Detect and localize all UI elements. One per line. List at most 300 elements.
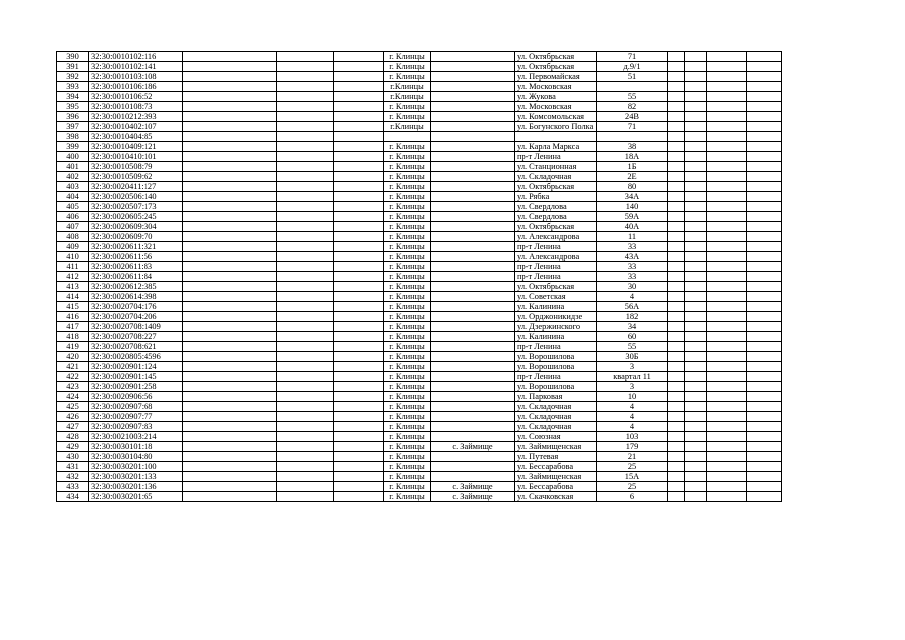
table-row — [57, 122, 782, 132]
empty-cell — [707, 492, 747, 502]
empty-cell — [668, 102, 685, 112]
row-number-cell: 391 — [57, 62, 89, 72]
cadastral-number-cell: 32:30:0010102:141 — [89, 62, 183, 72]
empty-cell — [183, 362, 277, 372]
empty-cell — [334, 122, 384, 132]
street-cell: ул. Калинина — [515, 332, 597, 342]
house-number-cell: 3 — [597, 362, 668, 372]
row-number-cell: 414 — [57, 292, 89, 302]
empty-cell — [668, 92, 685, 102]
house-number-cell: 4 — [597, 412, 668, 422]
empty-cell — [707, 132, 747, 142]
empty-cell — [747, 292, 782, 302]
empty-cell — [747, 432, 782, 442]
empty-cell — [334, 172, 384, 182]
empty-cell — [277, 442, 334, 452]
cadastral-number-cell: 32:30:0030104:80 — [89, 452, 183, 462]
empty-cell — [707, 142, 747, 152]
empty-cell — [668, 452, 685, 462]
empty-cell — [277, 52, 334, 62]
empty-cell — [334, 392, 384, 402]
cadastral-number-cell: 32:30:0020708:227 — [89, 332, 183, 342]
street-cell: ул. Союзная — [515, 432, 597, 442]
empty-cell — [334, 52, 384, 62]
house-number-cell: 179 — [597, 442, 668, 452]
row-number-cell: 418 — [57, 332, 89, 342]
empty-cell — [334, 202, 384, 212]
cadastral-number-cell: 32:30:0020901:258 — [89, 382, 183, 392]
empty-cell — [747, 472, 782, 482]
empty-cell — [707, 212, 747, 222]
empty-cell — [183, 442, 277, 452]
row-number-cell: 416 — [57, 312, 89, 322]
city-cell: г.Клинцы — [384, 92, 431, 102]
village-cell — [431, 452, 515, 462]
street-cell: пр-т Ленина — [515, 372, 597, 382]
row-number-cell: 395 — [57, 102, 89, 112]
empty-cell — [277, 252, 334, 262]
empty-cell — [334, 492, 384, 502]
empty-cell — [747, 492, 782, 502]
table-row — [57, 202, 782, 212]
empty-cell — [707, 252, 747, 262]
empty-cell — [334, 72, 384, 82]
house-number-cell: 80 — [597, 182, 668, 192]
empty-cell — [707, 322, 747, 332]
empty-cell — [334, 212, 384, 222]
house-number-cell: 3 — [597, 382, 668, 392]
empty-cell — [668, 372, 685, 382]
empty-cell — [707, 272, 747, 282]
empty-cell — [707, 172, 747, 182]
empty-cell — [183, 252, 277, 262]
empty-cell — [183, 152, 277, 162]
empty-cell — [183, 422, 277, 432]
table-row — [57, 492, 782, 502]
city-cell: г. Клинцы — [384, 442, 431, 452]
village-cell — [431, 322, 515, 332]
village-cell — [431, 222, 515, 232]
table-row — [57, 312, 782, 322]
empty-cell — [183, 402, 277, 412]
empty-cell — [183, 352, 277, 362]
city-cell: г. Клинцы — [384, 402, 431, 412]
village-cell — [431, 62, 515, 72]
street-cell: ул. Свердлова — [515, 202, 597, 212]
cadastral-number-cell: 32:30:0010103:108 — [89, 72, 183, 82]
village-cell — [431, 82, 515, 92]
empty-cell — [668, 312, 685, 322]
empty-cell — [334, 252, 384, 262]
empty-cell — [707, 262, 747, 272]
empty-cell — [668, 462, 685, 472]
empty-cell — [277, 392, 334, 402]
house-number-cell: 140 — [597, 202, 668, 212]
empty-cell — [707, 452, 747, 462]
village-cell — [431, 382, 515, 392]
empty-cell — [277, 372, 334, 382]
empty-cell — [334, 472, 384, 482]
village-cell — [431, 372, 515, 382]
cadastral-number-cell: 32:30:0020805:4596 — [89, 352, 183, 362]
street-cell: ул. Первомайская — [515, 72, 597, 82]
row-number-cell: 412 — [57, 272, 89, 282]
house-number-cell — [597, 132, 668, 142]
empty-cell — [747, 112, 782, 122]
empty-cell — [707, 202, 747, 212]
empty-cell — [747, 362, 782, 372]
table-row — [57, 102, 782, 112]
empty-cell — [183, 472, 277, 482]
street-cell: ул. Складочная — [515, 422, 597, 432]
village-cell — [431, 92, 515, 102]
empty-cell — [277, 232, 334, 242]
empty-cell — [747, 342, 782, 352]
cadastral-number-cell: 32:30:0020614:398 — [89, 292, 183, 302]
village-cell — [431, 152, 515, 162]
empty-cell — [747, 152, 782, 162]
city-cell: г. Клинцы — [384, 252, 431, 262]
empty-cell — [277, 112, 334, 122]
cadastral-number-cell: 32:30:0020609:70 — [89, 232, 183, 242]
village-cell — [431, 182, 515, 192]
empty-cell — [685, 92, 707, 102]
empty-cell — [747, 482, 782, 492]
empty-cell — [685, 162, 707, 172]
empty-cell — [183, 132, 277, 142]
cadastral-number-cell: 32:30:0030201:65 — [89, 492, 183, 502]
row-number-cell: 390 — [57, 52, 89, 62]
city-cell: г. Клинцы — [384, 112, 431, 122]
empty-cell — [685, 182, 707, 192]
row-number-cell: 407 — [57, 222, 89, 232]
empty-cell — [707, 362, 747, 372]
empty-cell — [668, 322, 685, 332]
city-cell: г. Клинцы — [384, 412, 431, 422]
empty-cell — [707, 62, 747, 72]
empty-cell — [747, 82, 782, 92]
table-row — [57, 452, 782, 462]
row-number-cell: 417 — [57, 322, 89, 332]
empty-cell — [685, 262, 707, 272]
city-cell: г.Клинцы — [384, 82, 431, 92]
empty-cell — [707, 352, 747, 362]
village-cell — [431, 272, 515, 282]
empty-cell — [707, 312, 747, 322]
table-row — [57, 462, 782, 472]
house-number-cell: 4 — [597, 422, 668, 432]
empty-cell — [747, 382, 782, 392]
empty-cell — [707, 152, 747, 162]
table-row — [57, 392, 782, 402]
empty-cell — [747, 442, 782, 452]
city-cell: г. Клинцы — [384, 292, 431, 302]
village-cell — [431, 362, 515, 372]
cadastral-number-cell: 32:30:0010102:116 — [89, 52, 183, 62]
empty-cell — [183, 62, 277, 72]
street-cell: пр-т Ленина — [515, 152, 597, 162]
cadastral-number-cell: 32:30:0010509:62 — [89, 172, 183, 182]
table-row — [57, 372, 782, 382]
village-cell — [431, 112, 515, 122]
house-number-cell: 38 — [597, 142, 668, 152]
empty-cell — [183, 452, 277, 462]
village-cell — [431, 242, 515, 252]
empty-cell — [277, 302, 334, 312]
empty-cell — [334, 242, 384, 252]
empty-cell — [668, 242, 685, 252]
empty-cell — [668, 382, 685, 392]
row-number-cell: 429 — [57, 442, 89, 452]
empty-cell — [277, 322, 334, 332]
house-number-cell: 59А — [597, 212, 668, 222]
village-cell — [431, 212, 515, 222]
empty-cell — [183, 92, 277, 102]
empty-cell — [668, 262, 685, 272]
empty-cell — [183, 172, 277, 182]
empty-cell — [334, 442, 384, 452]
village-cell — [431, 282, 515, 292]
empty-cell — [685, 222, 707, 232]
city-cell: г. Клинцы — [384, 62, 431, 72]
row-number-cell: 426 — [57, 412, 89, 422]
house-number-cell: 4 — [597, 292, 668, 302]
village-cell — [431, 432, 515, 442]
city-cell: г. Клинцы — [384, 312, 431, 322]
empty-cell — [685, 192, 707, 202]
village-cell — [431, 352, 515, 362]
row-number-cell: 399 — [57, 142, 89, 152]
street-cell: ул. Октябрьская — [515, 222, 597, 232]
empty-cell — [334, 62, 384, 72]
street-cell: пр-т Ленина — [515, 262, 597, 272]
empty-cell — [277, 352, 334, 362]
empty-cell — [277, 162, 334, 172]
cadastral-number-cell: 32:30:0020611:56 — [89, 252, 183, 262]
empty-cell — [707, 332, 747, 342]
street-cell: ул. Советская — [515, 292, 597, 302]
village-cell — [431, 252, 515, 262]
row-number-cell: 396 — [57, 112, 89, 122]
village-cell — [431, 52, 515, 62]
empty-cell — [183, 52, 277, 62]
empty-cell — [685, 362, 707, 372]
empty-cell — [668, 62, 685, 72]
row-number-cell: 427 — [57, 422, 89, 432]
table-row — [57, 222, 782, 232]
cadastral-number-cell: 32:30:0020704:206 — [89, 312, 183, 322]
empty-cell — [747, 302, 782, 312]
table-row — [57, 472, 782, 482]
cadastral-number-cell: 32:30:0020411:127 — [89, 182, 183, 192]
cadastral-number-cell: 32:30:0020611:321 — [89, 242, 183, 252]
empty-cell — [685, 472, 707, 482]
house-number-cell: 25 — [597, 482, 668, 492]
empty-cell — [277, 222, 334, 232]
city-cell: г. Клинцы — [384, 72, 431, 82]
empty-cell — [277, 292, 334, 302]
street-cell: ул. Рябка — [515, 192, 597, 202]
village-cell — [431, 122, 515, 132]
row-number-cell: 423 — [57, 382, 89, 392]
village-cell — [431, 142, 515, 152]
empty-cell — [277, 332, 334, 342]
empty-cell — [334, 262, 384, 272]
house-number-cell: д.9/1 — [597, 62, 668, 72]
city-cell: г. Клинцы — [384, 302, 431, 312]
empty-cell — [685, 312, 707, 322]
street-cell: ул. Московская — [515, 82, 597, 92]
empty-cell — [747, 132, 782, 142]
empty-cell — [747, 242, 782, 252]
empty-cell — [334, 142, 384, 152]
empty-cell — [668, 122, 685, 132]
empty-cell — [277, 192, 334, 202]
empty-cell — [668, 442, 685, 452]
empty-cell — [685, 392, 707, 402]
house-number-cell: 10 — [597, 392, 668, 402]
empty-cell — [685, 212, 707, 222]
empty-cell — [747, 322, 782, 332]
empty-cell — [707, 222, 747, 232]
row-number-cell: 400 — [57, 152, 89, 162]
empty-cell — [707, 242, 747, 252]
empty-cell — [707, 442, 747, 452]
empty-cell — [277, 452, 334, 462]
row-number-cell: 401 — [57, 162, 89, 172]
table-row — [57, 482, 782, 492]
empty-cell — [334, 282, 384, 292]
empty-cell — [685, 482, 707, 492]
row-number-cell: 402 — [57, 172, 89, 182]
village-cell — [431, 422, 515, 432]
table-row — [57, 322, 782, 332]
house-number-cell: 55 — [597, 92, 668, 102]
table-row — [57, 252, 782, 262]
street-cell: ул. Займищенская — [515, 472, 597, 482]
cadastral-number-cell: 32:30:0030201:100 — [89, 462, 183, 472]
street-cell: ул. Складочная — [515, 412, 597, 422]
empty-cell — [183, 72, 277, 82]
house-number-cell: 24В — [597, 112, 668, 122]
empty-cell — [277, 282, 334, 292]
city-cell: г. Клинцы — [384, 102, 431, 112]
empty-cell — [668, 482, 685, 492]
empty-cell — [334, 132, 384, 142]
empty-cell — [685, 202, 707, 212]
empty-cell — [668, 132, 685, 142]
row-number-cell: 393 — [57, 82, 89, 92]
empty-cell — [707, 392, 747, 402]
house-number-cell: квартал 11 — [597, 372, 668, 382]
row-number-cell: 419 — [57, 342, 89, 352]
row-number-cell: 428 — [57, 432, 89, 442]
row-number-cell: 421 — [57, 362, 89, 372]
empty-cell — [277, 62, 334, 72]
empty-cell — [183, 102, 277, 112]
village-cell — [431, 402, 515, 412]
empty-cell — [685, 332, 707, 342]
empty-cell — [747, 162, 782, 172]
cadastral-number-cell: 32:30:0020708:621 — [89, 342, 183, 352]
empty-cell — [668, 172, 685, 182]
cadastral-number-cell: 32:30:0020605:245 — [89, 212, 183, 222]
row-number-cell: 392 — [57, 72, 89, 82]
empty-cell — [685, 342, 707, 352]
empty-cell — [668, 472, 685, 482]
empty-cell — [685, 442, 707, 452]
city-cell: г. Клинцы — [384, 232, 431, 242]
house-number-cell: 34 — [597, 322, 668, 332]
empty-cell — [685, 102, 707, 112]
row-number-cell: 404 — [57, 192, 89, 202]
empty-cell — [183, 272, 277, 282]
cadastral-number-cell: 32:30:0020901:124 — [89, 362, 183, 372]
table-row — [57, 422, 782, 432]
table-row — [57, 62, 782, 72]
empty-cell — [747, 192, 782, 202]
empty-cell — [334, 342, 384, 352]
empty-cell — [277, 242, 334, 252]
city-cell: г. Клинцы — [384, 322, 431, 332]
empty-cell — [183, 182, 277, 192]
street-cell: ул. Октябрьская — [515, 182, 597, 192]
empty-cell — [334, 302, 384, 312]
empty-cell — [685, 112, 707, 122]
cadastral-number-cell: 32:30:0020708:1409 — [89, 322, 183, 332]
empty-cell — [334, 272, 384, 282]
house-number-cell: 33 — [597, 262, 668, 272]
street-cell: ул. Станционная — [515, 162, 597, 172]
row-number-cell: 409 — [57, 242, 89, 252]
cadastral-number-cell: 32:30:0010108:73 — [89, 102, 183, 112]
empty-cell — [747, 122, 782, 132]
empty-cell — [668, 52, 685, 62]
table-row — [57, 182, 782, 192]
table-row — [57, 242, 782, 252]
table-row — [57, 342, 782, 352]
empty-cell — [668, 152, 685, 162]
empty-cell — [668, 232, 685, 242]
empty-cell — [685, 62, 707, 72]
row-number-cell: 405 — [57, 202, 89, 212]
empty-cell — [707, 72, 747, 82]
empty-cell — [685, 282, 707, 292]
city-cell: г. Клинцы — [384, 182, 431, 192]
table-row — [57, 382, 782, 392]
house-number-cell: 82 — [597, 102, 668, 112]
empty-cell — [183, 192, 277, 202]
empty-cell — [334, 362, 384, 372]
empty-cell — [685, 412, 707, 422]
cadastral-number-cell: 32:30:0010410:101 — [89, 152, 183, 162]
table-row — [57, 362, 782, 372]
empty-cell — [277, 432, 334, 442]
house-number-cell: 56А — [597, 302, 668, 312]
house-number-cell: 4 — [597, 402, 668, 412]
street-cell: ул. Бессарабова — [515, 462, 597, 472]
empty-cell — [707, 422, 747, 432]
empty-cell — [707, 52, 747, 62]
empty-cell — [668, 82, 685, 92]
empty-cell — [747, 252, 782, 262]
street-cell: ул. Займищенская — [515, 442, 597, 452]
empty-cell — [668, 222, 685, 232]
house-number-cell: 2Е — [597, 172, 668, 182]
empty-cell — [277, 72, 334, 82]
row-number-cell: 397 — [57, 122, 89, 132]
village-cell — [431, 132, 515, 142]
